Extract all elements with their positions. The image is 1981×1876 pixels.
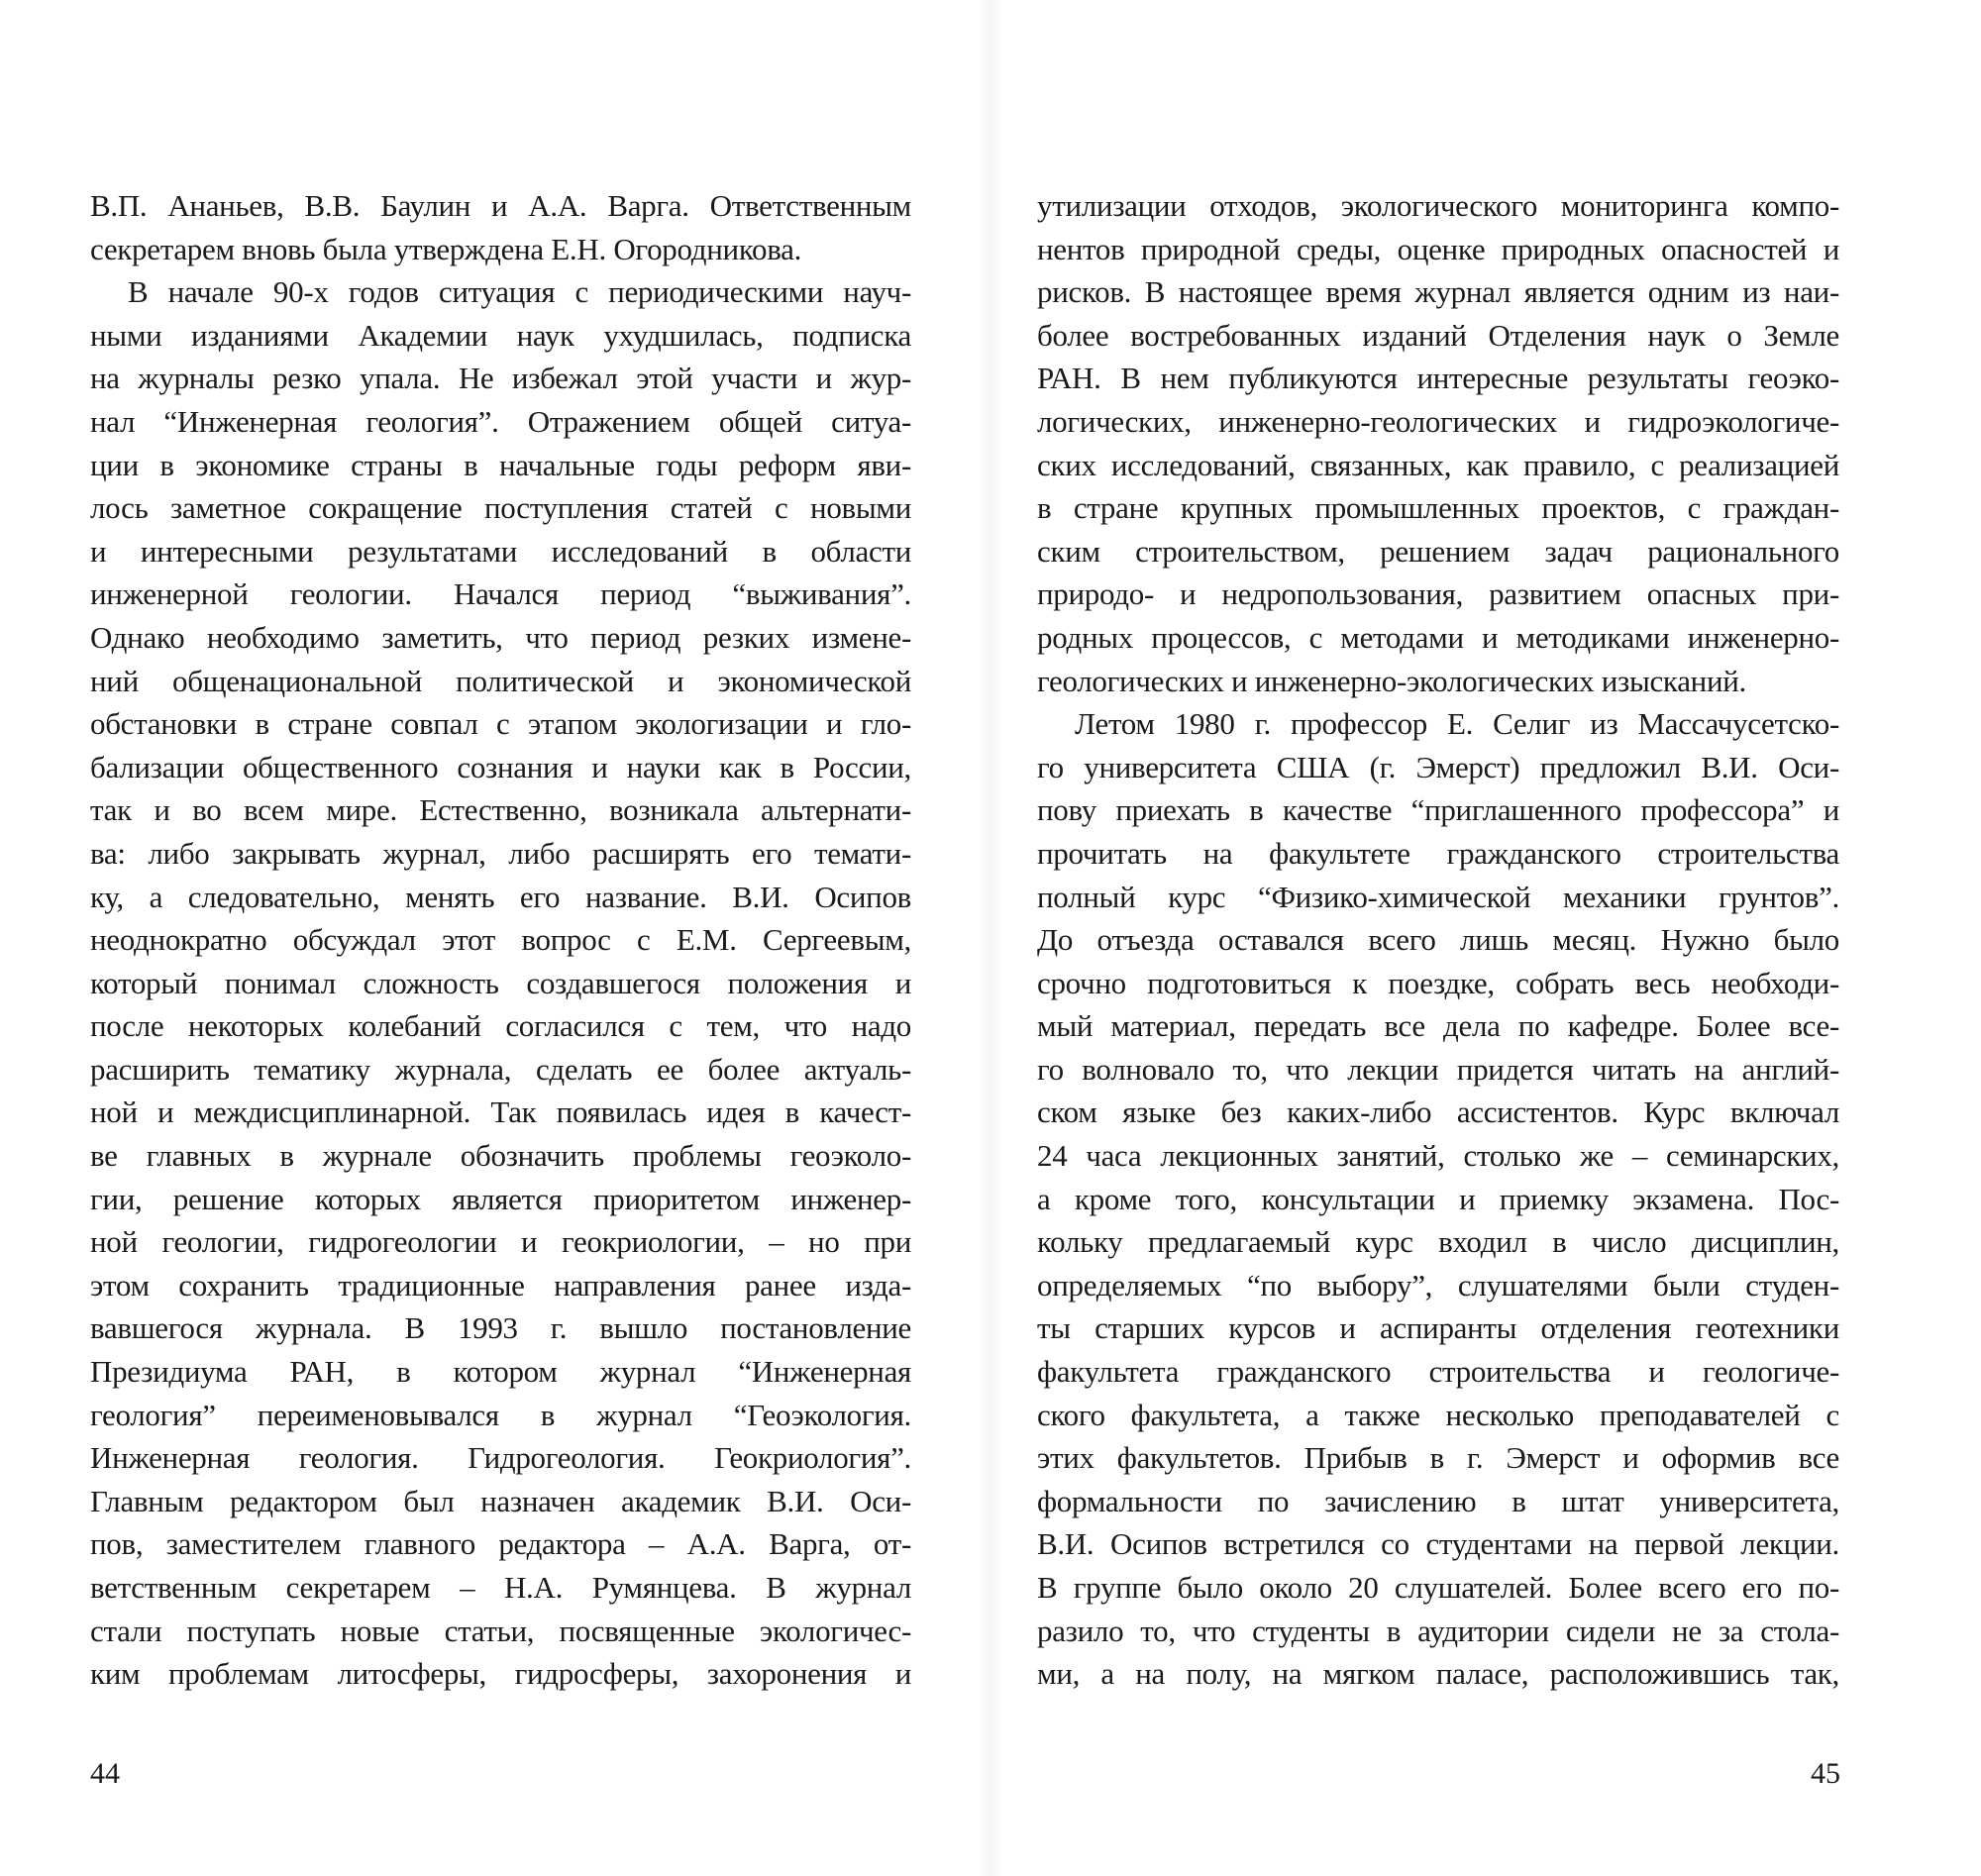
text-line: прочитать на факультете гражданского строительства bbox=[1037, 835, 1839, 871]
text-line: утилизации отходов, экологического мониторинга компо- bbox=[1037, 188, 1839, 223]
text-line: расширить тематику журнала, сделать ее более актуаль- bbox=[90, 1051, 911, 1087]
text-line: пову приехать в качестве “приглашенного профессора” и bbox=[1037, 792, 1839, 828]
text-line: 24 часа лекционных занятий, столько же – семинарских, bbox=[1037, 1138, 1839, 1174]
text-line: ским строительством, решением задач рационального bbox=[1037, 533, 1839, 569]
text-line: родных процессов, с методами и методиками инженерно- bbox=[1037, 619, 1839, 655]
text-line: более востребованных изданий Отделения наук о Земле bbox=[1037, 317, 1839, 353]
text-line: срочно подготовиться к поездке, собрать весь необходи- bbox=[1037, 965, 1839, 1000]
text-line: инженерной геологии. Начался период “выживания”. bbox=[90, 576, 911, 612]
text-line: ной и междисциплинарной. Так появилась идея в качест- bbox=[90, 1094, 911, 1130]
text-line: геология” переименовывался в журнал “Геоэкология. bbox=[90, 1397, 911, 1432]
text-line: кольку предлагаемый курс входил в число дисциплин, bbox=[1037, 1224, 1839, 1260]
text-line: обстановки в стране совпал с этапом экологизации и гло- bbox=[90, 706, 911, 742]
text-line: ветственным секретарем – Н.А. Румянцева. В журнал bbox=[90, 1570, 911, 1605]
text-line: разило то, что студенты в аудитории сидели не за стола- bbox=[1037, 1613, 1839, 1648]
text-line: формальности по зачислению в штат университета, bbox=[1037, 1483, 1839, 1518]
text-line: ва: либо закрывать журнал, либо расширять его темати- bbox=[90, 835, 911, 871]
text-line: ким проблемам литосферы, гидросферы, захоронения и bbox=[90, 1656, 911, 1692]
text-line: ции в экономике страны в начальные годы реформ яви- bbox=[90, 447, 911, 482]
text-line: мый материал, передать все дела по кафедре. Более все- bbox=[1037, 1008, 1839, 1044]
text-line: на журналы резко упала. Не избежал этой участи и жур- bbox=[90, 361, 911, 396]
text-line: этих факультетов. Прибыв в г. Эмерст и оформив все bbox=[1037, 1440, 1839, 1476]
text-line: так и во всем мире. Естественно, возникала альтернати- bbox=[90, 792, 911, 828]
text-line: ными изданиями Академии наук ухудшилась, подписка bbox=[90, 317, 911, 353]
text-line: В.П. Ананьев, В.В. Баулин и А.А. Варга. Ответственным bbox=[90, 188, 911, 223]
text-line: ве главных в журнале обозначить проблемы геоэколо- bbox=[90, 1138, 911, 1174]
text-line: ского факультета, а также несколько преподавателей с bbox=[1037, 1397, 1839, 1432]
text-line: РАН. В нем публикуются интересные результаты геоэко- bbox=[1037, 361, 1839, 396]
text-line: ку, а следовательно, менять его название. В.И. Осипов bbox=[90, 879, 911, 914]
text-line: ских исследований, связанных, как правило, с реализацией bbox=[1037, 447, 1839, 482]
text-line: и интересными результатами исследований в области bbox=[90, 533, 911, 569]
text-line: ний общенациональной политической и экономической bbox=[90, 663, 911, 698]
text-line: гии, решение которых является приоритетом инженер- bbox=[90, 1181, 911, 1216]
text-line: стали поступать новые статьи, посвященные экологичес- bbox=[90, 1613, 911, 1648]
text-line: Инженерная геология. Гидрогеология. Геокриология”. bbox=[90, 1440, 911, 1476]
text-line: определяемых “по выбору”, слушателями были студен- bbox=[1037, 1267, 1839, 1303]
text-line: а кроме того, консультации и приемку экзамена. Пос- bbox=[1037, 1181, 1839, 1216]
text-line: бализации общественного сознания и науки как в России, bbox=[90, 749, 911, 784]
text-line: лось заметное сокращение поступления статей с новыми bbox=[90, 490, 911, 526]
text-line: после некоторых колебаний согласился с тем, что надо bbox=[90, 1008, 911, 1044]
text-line: Главным редактором был назначен академик В.И. Оси- bbox=[90, 1483, 911, 1518]
right-page bbox=[990, 0, 1981, 1876]
text-line: нал “Инженерная геология”. Отражением общей ситуа- bbox=[90, 403, 911, 439]
text-line: Летом 1980 г. профессор Е. Селиг из Массачусетско- bbox=[1075, 706, 1839, 742]
text-line: факультета гражданского строительства и геологиче- bbox=[1037, 1354, 1839, 1390]
text-line: пов, заместителем главного редактора – А.А. Варга, от- bbox=[90, 1526, 911, 1562]
text-line: ском языке без каких-либо ассистентов. Курс включал bbox=[1037, 1094, 1839, 1130]
text-line: В группе было около 20 слушателей. Более всего его по- bbox=[1037, 1570, 1839, 1605]
text-line: ты старших курсов и аспиранты отделения геотехники bbox=[1037, 1310, 1839, 1346]
text-line: логических, инженерно-геологических и гидроэкологиче- bbox=[1037, 403, 1839, 439]
text-line: вавшегося журнала. В 1993 г. вышло постановление bbox=[90, 1310, 911, 1346]
text-line: В.И. Осипов встретился со студентами на первой лекции. bbox=[1037, 1526, 1839, 1562]
text-line: секретарем вновь была утверждена Е.Н. Огородникова. bbox=[90, 231, 802, 266]
text-line: в стране крупных промышленных проектов, с граждан- bbox=[1037, 490, 1839, 526]
text-line: В начале 90-х годов ситуация с периодическими науч- bbox=[128, 274, 911, 310]
text-line: полный курс “Физико-химической механики грунтов”. bbox=[1037, 879, 1839, 914]
text-line: го волновало то, что лекции придется читать на англий- bbox=[1037, 1051, 1839, 1087]
page-number-left: 44 bbox=[90, 1757, 120, 1790]
page-number-right: 45 bbox=[1811, 1757, 1840, 1790]
text-line: го университета США (г. Эмерст) предложил В.И. Оси- bbox=[1037, 749, 1839, 784]
text-line: этом сохранить традиционные направления ранее изда- bbox=[90, 1267, 911, 1303]
text-line: Однако необходимо заметить, что период резких измене- bbox=[90, 619, 911, 655]
text-line: ной геологии, гидрогеологии и геокриологии, – но при bbox=[90, 1224, 911, 1260]
text-line: ми, а на полу, на мягком паласе, расположившись так, bbox=[1037, 1656, 1839, 1692]
text-line: который понимал сложность создавшегося положения и bbox=[90, 965, 911, 1000]
left-page bbox=[0, 0, 990, 1876]
text-line: До отъезда оставался всего лишь месяц. Нужно было bbox=[1037, 922, 1839, 958]
text-line: нентов природной среды, оценке природных опасностей и bbox=[1037, 231, 1839, 266]
text-line: рисков. В настоящее время журнал является одним из наи- bbox=[1037, 274, 1839, 310]
text-line: природо- и недропользования, развитием опасных при- bbox=[1037, 576, 1839, 612]
text-line: Президиума РАН, в котором журнал “Инженерная bbox=[90, 1354, 911, 1390]
right-page-text bbox=[1037, 184, 1839, 1696]
left-page-text bbox=[90, 184, 911, 1696]
text-line: геологических и инженерно-экологических изысканий. bbox=[1037, 663, 1746, 698]
text-line: неоднократно обсуждал этот вопрос с Е.М. Сергеевым, bbox=[90, 922, 911, 958]
